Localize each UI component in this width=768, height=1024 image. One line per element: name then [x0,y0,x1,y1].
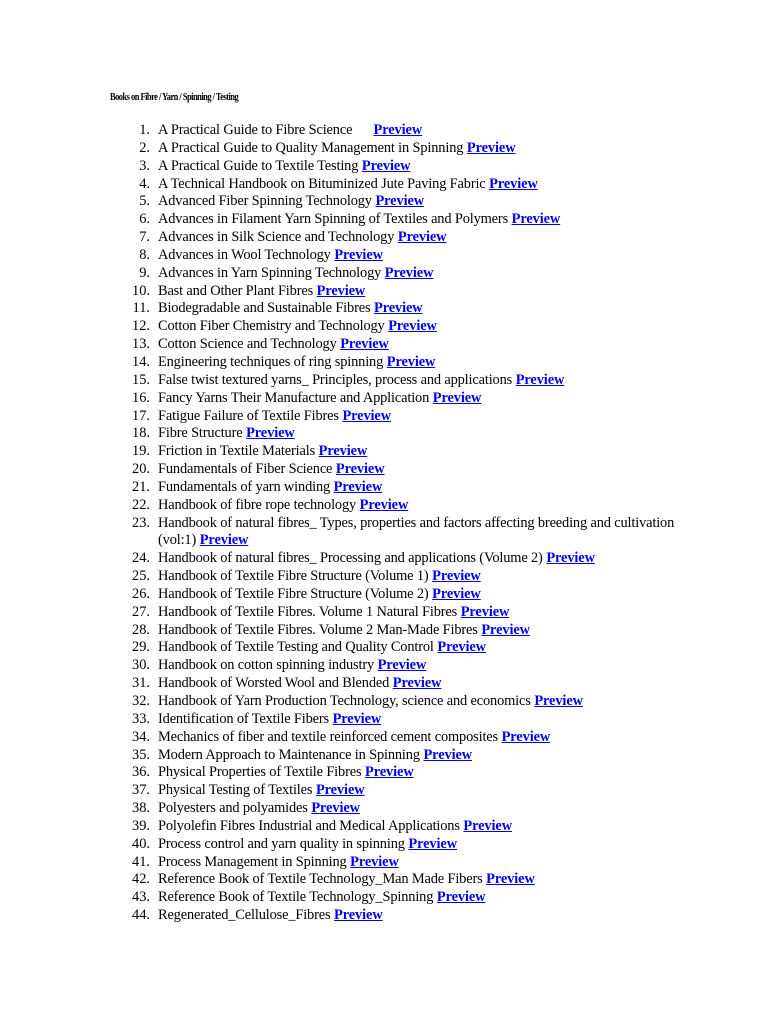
page-heading: Books on Fibre / Yarn / Spinning / Testing [110,92,239,103]
preview-link[interactable]: Preview [515,371,565,388]
item-number: 24. [132,550,150,567]
item-number: 1. [139,122,150,138]
item-number: 11. [132,300,150,317]
list-item [116,675,676,693]
list-item [116,693,676,711]
list-item [116,907,676,925]
list-item [116,515,676,551]
item-number: 36. [132,764,150,781]
book-title: Modern Approach to Maintenance in Spinning [158,746,420,763]
list-item [116,211,676,229]
item-number: 23. [132,514,150,531]
list-item [116,657,676,675]
book-title: Handbook of Worsted Wool and Blended [158,675,390,692]
list-item [116,854,676,872]
preview-link[interactable]: Preview [374,300,423,317]
preview-link[interactable]: Preview [333,478,383,495]
book-title: Bast and Other Plant Fibres [158,282,314,299]
item-number: 12. [132,318,150,335]
book-title: Handbook of natural fibres_ Processing and applications (Volume 2) [158,550,543,567]
book-title: Cotton Science and Technology [158,336,337,353]
preview-link[interactable]: Preview [311,800,360,817]
book-title: Fancy Yarns Their Manufacture and Application [158,389,430,406]
list-item [116,871,676,889]
book-title: Handbook of Textile Fibre Structure (Volume 2) [158,585,429,602]
list-item [116,711,676,729]
preview-link[interactable]: Preview [460,603,510,620]
list-item [116,586,676,604]
list-item [116,390,676,408]
preview-link[interactable]: Preview [375,193,425,210]
book-title: Reference Book of Textile Technology_Man Made Fibers [158,871,483,888]
list-item [116,318,676,336]
item-number: 22. [132,496,150,513]
book-title: Fibre Structure [158,425,243,442]
preview-link[interactable]: Preview [534,693,583,709]
book-title: Friction in Textile Materials [158,443,316,460]
item-number: 19. [132,443,150,460]
preview-link[interactable]: Preview [463,817,512,834]
item-number: 40. [132,835,150,852]
book-title: Reference Book of Textile Technology_Spinning [158,889,434,906]
preview-link[interactable]: Preview [318,443,368,460]
item-number: 6. [139,211,150,228]
item-number: 39. [132,817,150,834]
item-number: 10. [132,282,150,299]
item-number: 17. [132,407,150,424]
item-number: 44. [132,907,150,924]
preview-link[interactable]: Preview [361,157,411,174]
preview-link[interactable]: Preview [315,782,365,799]
book-title: Handbook on cotton spinning industry [158,657,375,674]
preview-link[interactable]: Preview [481,621,530,638]
list-item [116,729,676,747]
book-title: Polyolefin Fibres Industrial and Medical Applications [158,817,460,834]
item-number: 18. [132,425,150,442]
preview-link[interactable]: Preview [392,675,442,692]
preview-link[interactable]: Preview [332,710,382,727]
preview-link[interactable]: Preview [432,568,481,585]
preview-link[interactable]: Preview [316,282,366,299]
item-number: 26. [132,585,150,602]
list-item [116,425,676,443]
preview-link[interactable]: Preview [432,585,481,602]
preview-link[interactable]: Preview [365,764,414,781]
list-item [116,193,676,211]
list-item [116,122,676,140]
list-item [116,782,676,800]
item-number: 31. [132,675,150,692]
list-item [116,889,676,907]
preview-link[interactable]: Preview [334,907,383,924]
preview-link[interactable]: Preview [432,389,482,406]
list-item [116,604,676,622]
item-number: 16. [132,389,150,406]
item-number: 3. [139,157,150,174]
preview-link[interactable]: Preview [199,532,249,549]
item-number: 15. [132,371,150,388]
preview-link[interactable]: Preview [246,425,295,442]
book-title: False twist textured yarns_ Principles, process and applications [158,371,513,388]
preview-link[interactable]: Preview [377,657,427,674]
book-title: Fatigue Failure of Textile Fibres [158,407,339,424]
list-item [116,497,676,515]
book-title: Advanced Fiber Spinning Technology [158,193,372,210]
book-title: Handbook of Textile Testing and Quality Control [158,639,434,656]
preview-link[interactable]: Preview [350,853,399,870]
book-title: Physical Properties of Textile Fibres [158,764,362,781]
item-number: 14. [132,353,150,370]
book-title: Handbook of Textile Fibre Structure (Volume 1) [158,568,429,585]
preview-link[interactable]: Preview [489,175,538,192]
list-item [116,764,676,782]
list-item [116,479,676,497]
list-item [116,229,676,247]
list-item [116,140,676,158]
preview-link[interactable]: Preview [388,318,437,335]
preview-link[interactable]: Preview [342,407,392,424]
preview-link[interactable]: Preview [373,122,423,138]
list-item [116,354,676,372]
item-number: 30. [132,657,150,674]
book-title: Engineering techniques of ring spinning [158,353,384,370]
item-number: 33. [132,710,150,727]
item-number: 34. [132,728,150,745]
preview-link[interactable]: Preview [359,496,409,513]
item-number: 7. [139,229,150,246]
list-item [116,443,676,461]
book-list [116,122,676,925]
book-title: Handbook of Textile Fibres. Volume 1 Natural Fibres [158,603,458,620]
preview-link[interactable]: Preview [466,139,516,156]
list-item [116,336,676,354]
preview-link[interactable]: Preview [436,889,486,906]
item-number: 27. [132,603,150,620]
item-number: 20. [132,461,150,478]
list-item [116,265,676,283]
item-number: 13. [132,336,150,353]
item-number: 32. [132,693,150,709]
preview-link[interactable]: Preview [408,835,457,852]
list-item [116,283,676,301]
item-number: 28. [132,621,150,638]
preview-link[interactable]: Preview [546,550,595,567]
preview-link[interactable]: Preview [486,871,535,888]
item-number: 4. [139,175,150,192]
list-item [116,639,676,657]
book-title: Physical Testing of Textiles [158,782,313,799]
preview-link[interactable]: Preview [423,746,473,763]
preview-link[interactable]: Preview [386,353,436,370]
item-number: 2. [139,139,150,156]
book-title: A Practical Guide to Fibre Science [158,122,353,138]
book-title: Cotton Fiber Chemistry and Technology [158,318,385,335]
preview-link[interactable]: Preview [437,639,486,656]
book-title: Handbook of natural fibres_ Types, properties and factors affecting breeding and cultivation (vol:1) [158,514,675,549]
list-item [116,300,676,318]
list-item [116,818,676,836]
item-number: 35. [132,746,150,763]
item-number: 37. [132,782,150,799]
list-item [116,550,676,568]
item-number: 21. [132,478,150,495]
book-title: A Practical Guide to Textile Testing [158,157,359,174]
book-title: Advances in Silk Science and Technology [158,229,395,246]
book-title: Identification of Textile Fibers [158,710,329,727]
book-title: Mechanics of fiber and textile reinforced cement composites [158,728,498,745]
book-title: Handbook of fibre rope technology [158,496,357,513]
list-item [116,408,676,426]
list-item [116,800,676,818]
list-item [116,372,676,390]
book-title: Handbook of Textile Fibres. Volume 2 Man-Made Fibres [158,621,478,638]
item-number: 38. [132,800,150,817]
book-title: Advances in Filament Yarn Spinning of Textiles and Polymers [158,211,509,228]
list-item [116,461,676,479]
preview-link[interactable]: Preview [501,728,551,745]
list-item [116,836,676,854]
item-number: 25. [132,568,150,585]
book-title: Process control and yarn quality in spinning [158,835,405,852]
book-title: Advances in Yarn Spinning Technology [158,264,382,281]
book-title: Process Management in Spinning [158,853,347,870]
list-item [116,158,676,176]
list-item [116,568,676,586]
preview-link[interactable]: Preview [397,229,447,246]
book-title: Fundamentals of yarn winding [158,478,331,495]
item-number: 41. [132,853,150,870]
preview-link[interactable]: Preview [511,211,561,228]
list-item [116,247,676,265]
book-title: Regenerated_Cellulose_Fibres [158,907,331,924]
item-number: 5. [139,193,150,210]
list-item [116,176,676,194]
item-number: 29. [132,639,150,656]
book-title: A Practical Guide to Quality Management in Spinning [158,139,464,156]
item-number: 9. [139,264,150,281]
book-title: Polyesters and polyamides [158,800,308,817]
book-title: A Technical Handbook on Bituminized Jute Paving Fabric [158,175,486,192]
preview-link[interactable]: Preview [384,264,434,281]
book-title: Advances in Wool Technology [158,246,331,263]
item-number: 43. [132,889,150,906]
book-title: Biodegradable and Sustainable Fibres [158,300,371,317]
item-number: 8. [139,246,150,263]
preview-link[interactable]: Preview [334,246,383,263]
item-number: 42. [132,871,150,888]
preview-link[interactable]: Preview [340,336,389,353]
book-title: Handbook of Yarn Production Technology, science and economics [158,693,531,709]
book-title: Fundamentals of Fiber Science [158,461,333,478]
list-item [116,622,676,640]
list-item [116,747,676,765]
preview-link[interactable]: Preview [335,461,385,478]
